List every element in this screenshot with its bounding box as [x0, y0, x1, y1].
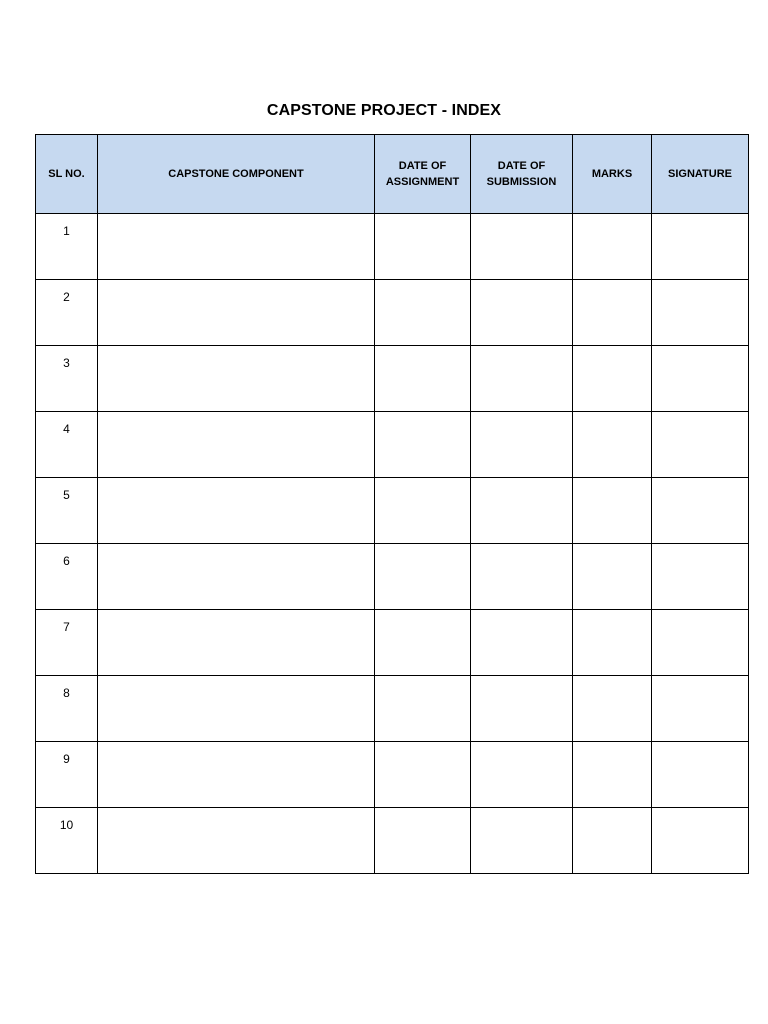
sl-no-cell: 8: [36, 676, 98, 742]
sl-no-cell: 2: [36, 280, 98, 346]
marks-cell: [573, 412, 652, 478]
table-row: [36, 808, 749, 874]
assignment-date-cell: [375, 478, 471, 544]
table-row: [36, 412, 749, 478]
signature-cell: [652, 346, 749, 412]
table-row: [36, 478, 749, 544]
submission-date-cell: [471, 346, 573, 412]
signature-cell: [652, 742, 749, 808]
component-cell: [98, 280, 375, 346]
marks-cell: [573, 544, 652, 610]
sl-no-cell: 9: [36, 742, 98, 808]
submission-date-cell: [471, 412, 573, 478]
sl-no-cell: 7: [36, 610, 98, 676]
assignment-date-cell: [375, 412, 471, 478]
assignment-date-cell: [375, 280, 471, 346]
sl-no-cell: 4: [36, 412, 98, 478]
page-title: CAPSTONE PROJECT - INDEX: [266, 102, 502, 119]
table-row: [36, 214, 749, 280]
component-cell: [98, 214, 375, 280]
header-capstone-component: CAPSTONE COMPONENT: [98, 135, 375, 214]
marks-cell: [573, 214, 652, 280]
signature-cell: [652, 544, 749, 610]
submission-date-cell: [471, 676, 573, 742]
signature-cell: [652, 214, 749, 280]
component-cell: [98, 544, 375, 610]
header-signature: SIGNATURE: [652, 135, 749, 214]
signature-cell: [652, 412, 749, 478]
table-row: [36, 280, 749, 346]
table-header-row: [36, 135, 749, 214]
submission-date-cell: [471, 214, 573, 280]
capstone-index-table: [35, 134, 749, 874]
marks-cell: [573, 808, 652, 874]
submission-date-cell: [471, 544, 573, 610]
component-cell: [98, 742, 375, 808]
table-row: [36, 544, 749, 610]
marks-cell: [573, 676, 652, 742]
assignment-date-cell: [375, 676, 471, 742]
marks-cell: [573, 478, 652, 544]
submission-date-cell: [471, 280, 573, 346]
submission-date-cell: [471, 478, 573, 544]
component-cell: [98, 478, 375, 544]
marks-cell: [573, 742, 652, 808]
header-date-of-submission: DATE OF SUBMISSION: [471, 135, 573, 214]
marks-cell: [573, 610, 652, 676]
component-cell: [98, 412, 375, 478]
component-cell: [98, 346, 375, 412]
signature-cell: [652, 280, 749, 346]
assignment-date-cell: [375, 214, 471, 280]
marks-cell: [573, 280, 652, 346]
signature-cell: [652, 676, 749, 742]
marks-cell: [573, 346, 652, 412]
component-cell: [98, 676, 375, 742]
header-date-of-assignment: DATE OF ASSIGNMENT: [375, 135, 471, 214]
submission-date-cell: [471, 610, 573, 676]
assignment-date-cell: [375, 544, 471, 610]
table-row: [36, 346, 749, 412]
assignment-date-cell: [375, 808, 471, 874]
sl-no-cell: 1: [36, 214, 98, 280]
signature-cell: [652, 610, 749, 676]
submission-date-cell: [471, 808, 573, 874]
table-row: [36, 742, 749, 808]
assignment-date-cell: [375, 742, 471, 808]
table-row: [36, 676, 749, 742]
component-cell: [98, 610, 375, 676]
table-row: [36, 610, 749, 676]
sl-no-cell: 10: [36, 808, 98, 874]
header-sl-no: SL NO.: [36, 135, 98, 214]
assignment-date-cell: [375, 346, 471, 412]
sl-no-cell: 6: [36, 544, 98, 610]
component-cell: [98, 808, 375, 874]
assignment-date-cell: [375, 610, 471, 676]
header-marks: MARKS: [573, 135, 652, 214]
signature-cell: [652, 478, 749, 544]
sl-no-cell: 3: [36, 346, 98, 412]
submission-date-cell: [471, 742, 573, 808]
sl-no-cell: 5: [36, 478, 98, 544]
signature-cell: [652, 808, 749, 874]
